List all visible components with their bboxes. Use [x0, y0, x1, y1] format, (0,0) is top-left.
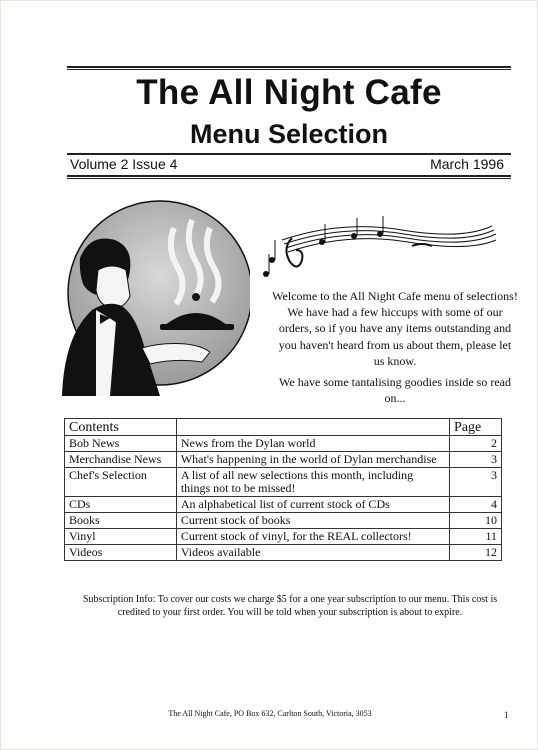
contents-heading-blank [176, 419, 449, 436]
contents-description: News from the Dylan world [176, 436, 449, 452]
contents-page: 3 [450, 452, 502, 468]
music-notes-icon [262, 210, 502, 280]
contents-page: 10 [450, 513, 502, 529]
contents-section: Videos [65, 545, 177, 561]
contents-section: Merchandise News [65, 452, 177, 468]
table-row [65, 545, 502, 561]
contents-description: An alphabetical list of current stock of CDs [176, 497, 449, 513]
table-row [65, 436, 502, 452]
bottom-header-rule-thin [67, 178, 511, 179]
contents-section: Books [65, 513, 177, 529]
contents-section: Chef's Selection [65, 468, 177, 497]
page-subtitle: Menu Selection [189, 119, 389, 149]
page-number: 1 [504, 710, 509, 720]
subscription-text: To cover our costs we charge $5 for a one year subscription to our menu. This cost is credited to your first order. You will be told when your subscription is about to expire. [117, 594, 498, 618]
waiter-illustration [52, 198, 250, 396]
welcome-paragraph: Welcome to the All Night Cafe menu of selections! We have had a few hiccups with some of our orders, so if you have any items outstanding and you haven't heard from us about them, please let us know. [272, 289, 518, 368]
contents-description: A list of all new selections this month, including things not to be missed! [176, 468, 449, 497]
table-row [65, 468, 502, 497]
issue-date: March 1996 [430, 156, 504, 172]
contents-section: CDs [65, 497, 177, 513]
table-row [65, 497, 502, 513]
contents-page: 2 [450, 436, 502, 452]
bottom-header-rule [67, 175, 511, 177]
header-rule [67, 153, 511, 155]
table-row [65, 452, 502, 468]
contents-page: 11 [450, 529, 502, 545]
welcome-paragraph-2: We have some tantalising goodies inside so read on... [279, 375, 511, 406]
contents-page: 3 [450, 468, 502, 497]
contents-description: Current stock of vinyl, for the REAL collectors! [176, 529, 449, 545]
contents-section: Bob News [65, 436, 177, 452]
contents-heading: Contents [65, 419, 177, 436]
top-rule-thin [67, 69, 511, 70]
subscription-info [70, 593, 510, 619]
contents-description: Current stock of books [176, 513, 449, 529]
contents-table [64, 418, 502, 561]
table-row [65, 529, 502, 545]
table-row [65, 513, 502, 529]
volume-issue: Volume 2 Issue 4 [70, 156, 178, 172]
footer-address: The All Night Cafe, PO Box 632, Carlton South, Victoria, 3053 [168, 709, 372, 718]
page-heading: Page [450, 419, 502, 436]
contents-description: Videos available [176, 545, 449, 561]
contents-header-row [65, 419, 502, 436]
page-title: The All Night Cafe [136, 73, 442, 112]
welcome-message [272, 288, 518, 411]
contents-page: 4 [450, 497, 502, 513]
contents-description: What's happening in the world of Dylan merchandise [176, 452, 449, 468]
contents-section: Vinyl [65, 529, 177, 545]
subscription-label: Subscription Info: [82, 594, 156, 605]
contents-page: 12 [450, 545, 502, 561]
top-rule [67, 66, 511, 68]
